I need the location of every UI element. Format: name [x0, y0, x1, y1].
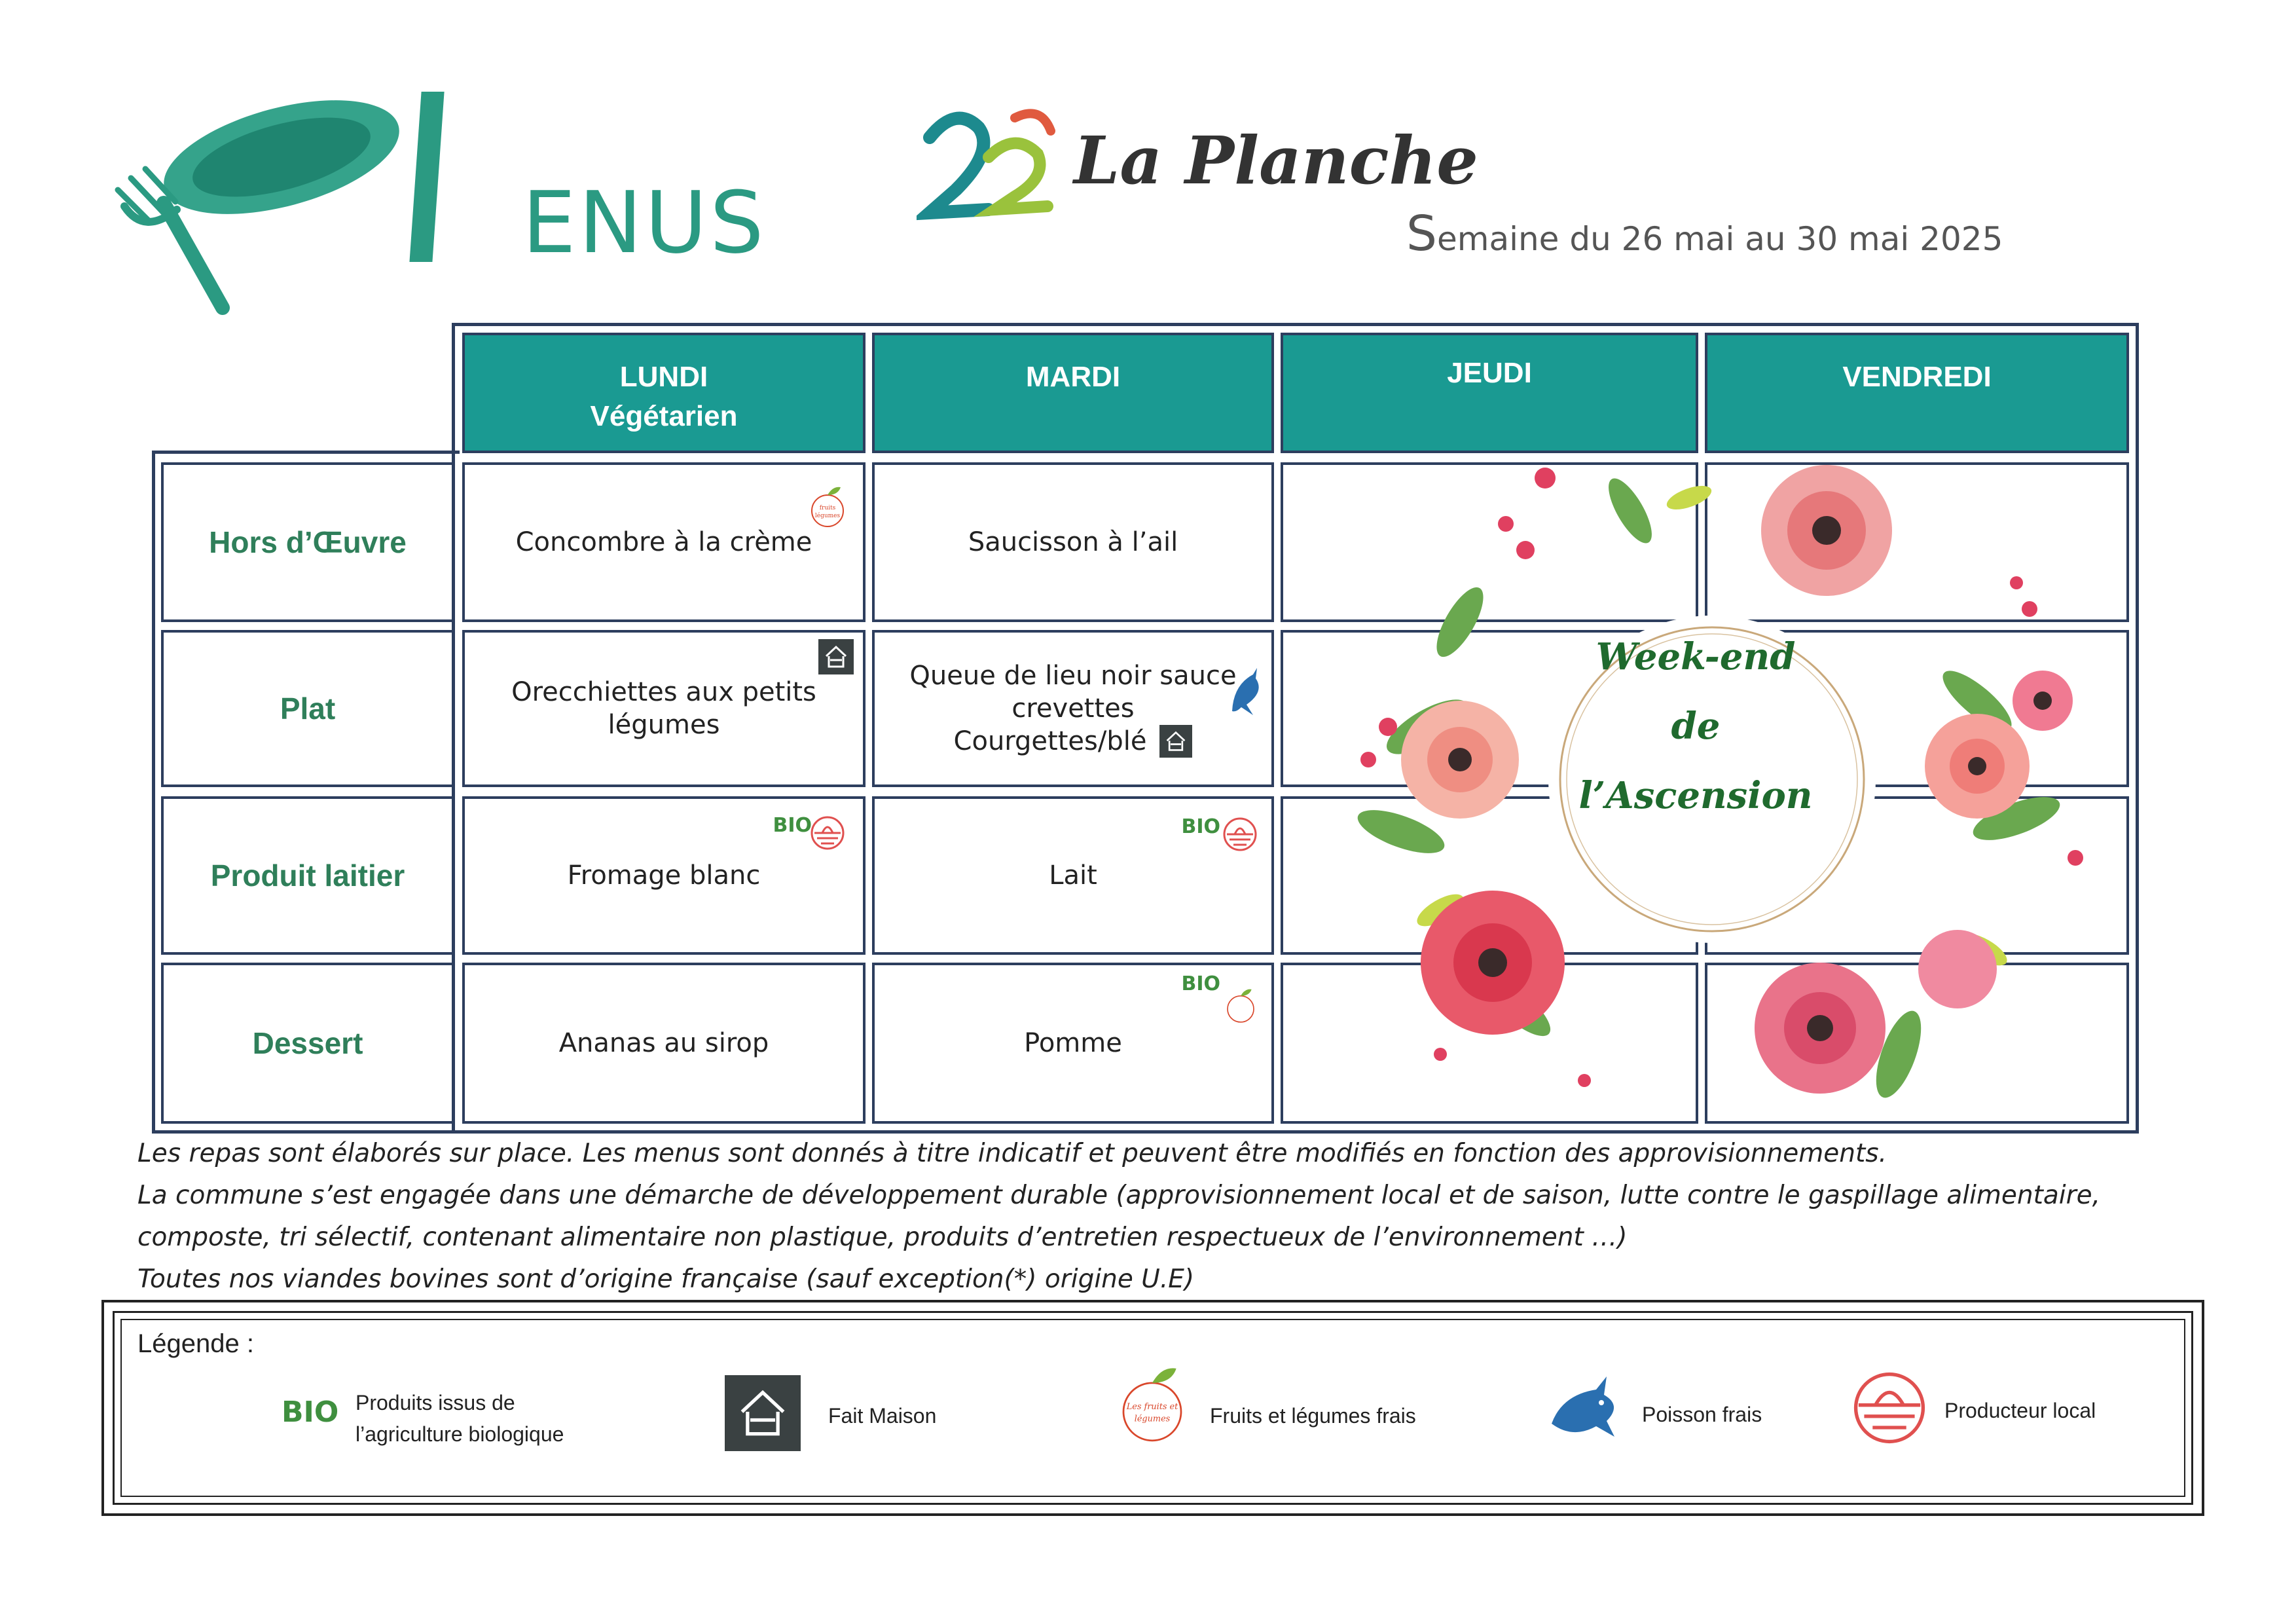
- bio-icon: BIO: [282, 1395, 339, 1429]
- bio-icon: BIO: [1181, 815, 1220, 838]
- menus-title: ENUS: [522, 173, 767, 272]
- fait-maison-icon: [818, 639, 854, 674]
- fait-maison-icon: [725, 1375, 801, 1451]
- dish-name: Concombre à la crème: [515, 527, 812, 557]
- svg-text:légumes: légumes: [814, 513, 841, 519]
- dish-name: Fromage blanc: [567, 860, 761, 891]
- producteur-local-icon: [1850, 1369, 1929, 1447]
- column-header-jeudi: JEUDI: [1281, 333, 1698, 453]
- dish-name: Pomme: [1024, 1028, 1122, 1058]
- dish-line: Courgettes/blé: [954, 725, 1193, 758]
- menu-cell-mardi-dessert: [872, 963, 1274, 1124]
- dish-name: Saucisson à l’ail: [968, 527, 1178, 557]
- row-label-produit-laitier: Produit laitier: [161, 796, 454, 955]
- fruits-legumes-icon: [808, 483, 847, 529]
- dish-name: Ananas au sirop: [558, 1028, 769, 1058]
- dish-line: Queue de lieu noir sauce: [909, 661, 1237, 691]
- menu-cell-lundi-dessert: [462, 963, 866, 1124]
- dish-name: Orecchiettes aux petits légumes: [511, 677, 816, 740]
- row-label-plat: Plat: [161, 630, 454, 787]
- brand-name: La Planche: [1074, 122, 1478, 199]
- fruits-legumes-icon: [1116, 1361, 1188, 1446]
- svg-text:fruits: fruits: [819, 505, 836, 511]
- column-header-vendredi: VENDREDI: [1705, 333, 2129, 453]
- menu-cell-lundi-produit-laitier: [462, 796, 866, 955]
- bio-icon: BIO: [1181, 972, 1220, 995]
- legend-producteur-label: Producteur local: [1944, 1399, 2096, 1422]
- plate-icon: [152, 79, 411, 236]
- menu-cell-mardi-plat: [872, 630, 1274, 787]
- holiday-message: Week-end de l’Ascension: [1578, 635, 1813, 817]
- dish-name: Lait: [1049, 860, 1097, 891]
- producteur-local-icon: [809, 815, 846, 851]
- dish-line: crevettes: [1011, 693, 1135, 724]
- fait-maison-icon: [1159, 725, 1192, 758]
- la-planche-logo-icon: [917, 98, 1061, 223]
- note-line: Les repas sont élaborés sur place. Les menus sont donnés à titre indicatif et peuvent être modifiés en fonction des approvisionnements.: [137, 1139, 1887, 1168]
- menu-cell-mardi-hors-doeuvre: [872, 462, 1274, 622]
- note-line: Toutes nos viandes bovines sont d’origine française (sauf exception(*) origine U.E): [137, 1264, 1195, 1294]
- row-label-dessert: Dessert: [161, 963, 454, 1124]
- legend-fruits-label: Fruits et légumes frais: [1210, 1404, 1416, 1428]
- svg-text:légumes: légumes: [1134, 1414, 1171, 1424]
- producteur-local-icon: [1222, 816, 1258, 853]
- week-title: Semaine du 26 mai au 30 mai 2025: [1406, 206, 2003, 262]
- menu-cell-lundi-plat: [462, 630, 866, 787]
- menu-notes: [137, 1133, 2200, 1301]
- poisson-icon: [1546, 1369, 1625, 1447]
- legend-bio-label: Produits issus de l’agriculture biologique: [355, 1391, 564, 1446]
- legend-poisson-label: Poisson frais: [1642, 1403, 1762, 1426]
- note-line: composte, tri sélectif, contenant alimentaire non plastique, produits d’entretien respectueux de l’environnement …): [137, 1223, 1628, 1252]
- bio-icon: BIO: [773, 814, 812, 837]
- row-label-hors-doeuvre: Hors d’Œuvre: [161, 462, 454, 622]
- column-header-mardi: MARDI: [872, 333, 1274, 453]
- fruits-legumes-icon: [1224, 984, 1257, 1027]
- menu-cell-mardi-produit-laitier: [872, 796, 1274, 955]
- menu-cell-lundi-hors-doeuvre: [462, 462, 866, 622]
- svg-text:Les fruits et: Les fruits et: [1126, 1402, 1178, 1412]
- legend-fait-maison-label: Fait Maison: [828, 1404, 937, 1428]
- legend-title: Légende :: [137, 1329, 254, 1358]
- column-header-lundi: LUNDI Végétarien: [462, 333, 866, 453]
- poisson-icon: [1227, 665, 1266, 718]
- note-line: La commune s’est engagée dans une démarche de développement durable (approvisionnement local et de saison, lutte contre le gaspillage alimentaire,: [137, 1181, 2101, 1210]
